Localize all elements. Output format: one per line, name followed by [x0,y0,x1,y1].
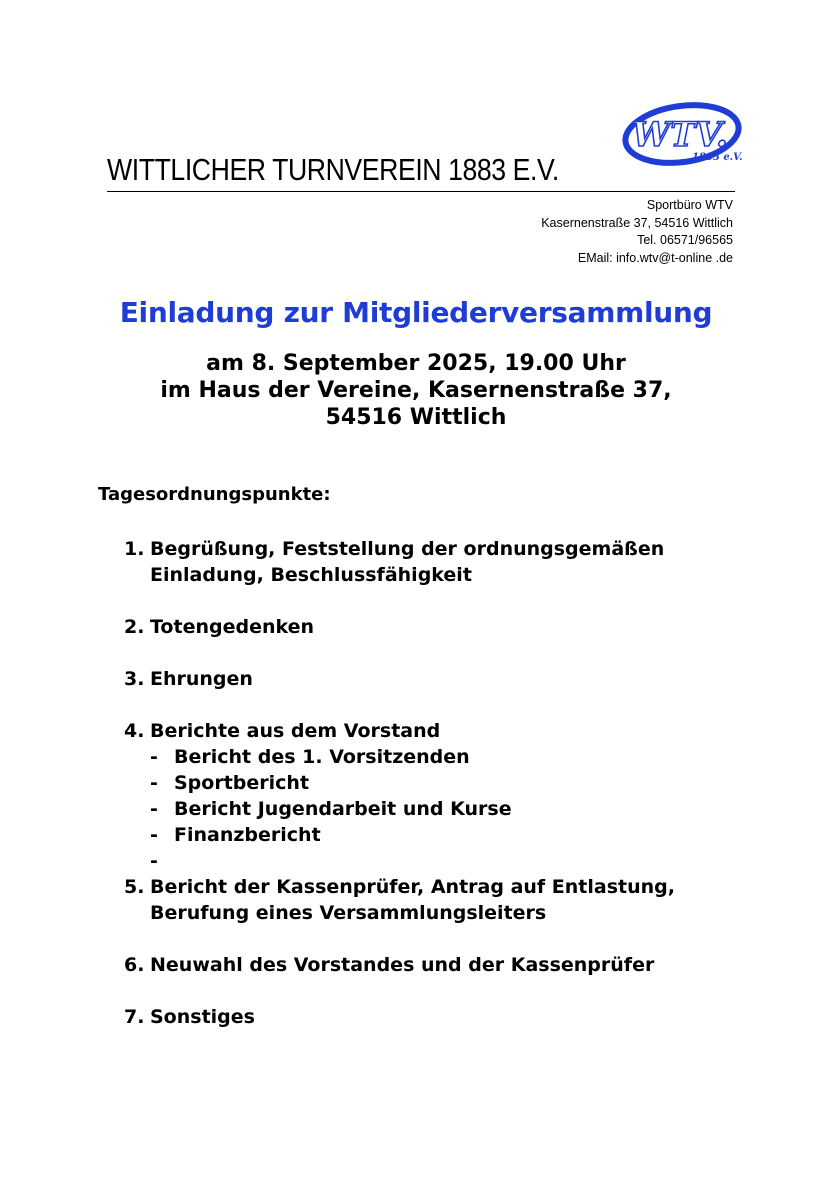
subitem-bullet: - [150,824,158,846]
address-line-phone: Tel. 06571/96565 [637,233,733,247]
invitation-title: Einladung zur Mitgliederversammlung [119,296,713,329]
office-address [541,197,733,267]
logo-year: 1883 e.V. [692,152,743,163]
agenda-item-text: Neuwahl des Vorstandes und der Kassenprüfer [150,954,655,976]
agenda-item-number: 1. [124,538,145,560]
agenda-item-text: Berufung eines Versammlungsleiters [150,902,547,924]
agenda-item-6 [124,952,764,978]
agenda-item-text: Sonstiges [150,1006,255,1028]
agenda-subitem [150,822,764,848]
address-line-street: Kasernenstraße 37, 54516 Wittlich [541,215,733,230]
address-line-email: EMail: info.wtv@t-online .de [577,250,733,265]
subitem-text: Bericht Jugendarbeit und Kurse [174,798,512,820]
subitem-text: Bericht des 1. Vorsitzenden [174,746,470,768]
agenda-item-2 [124,614,764,640]
agenda-item-number: 4. [124,720,145,742]
agenda-item-text: Bericht der Kassenprüfer, Antrag auf Entlastung, [150,876,675,898]
subitem-bullet: - [150,850,158,872]
invitation-city: 54516 Wittlich [325,405,507,430]
agenda-item-number: 6. [124,954,145,976]
agenda-heading: Tagesordnungspunkte: [98,484,331,505]
agenda-item-text: Begrüßung, Feststellung der ordnungsgemäßen [150,538,665,560]
agenda-item-7 [124,1004,764,1030]
agenda-sublist [150,744,764,874]
agenda-list [124,536,764,1030]
agenda-item-number: 3. [124,668,145,690]
logo-wordmark: WTV. [632,115,728,155]
agenda-item-number: 2. [124,616,145,638]
subitem-bullet: - [150,798,158,820]
agenda-item-5 [124,874,764,926]
agenda-item-number: 7. [124,1006,145,1028]
agenda-item-text: Ehrungen [150,668,253,690]
subitem-bullet: - [150,772,158,794]
agenda-subitem [150,796,764,822]
invitation-venue: im Haus der Vereine, Kasernenstraße 37, [160,378,672,403]
agenda-item-number: 5. [124,876,145,898]
address-line-office: Sportbüro WTV [646,198,733,212]
agenda-item-text: Totengedenken [150,616,315,638]
agenda-item-1 [124,536,764,588]
club-name: WITTLICHER TURNVEREIN 1883 E.V. [107,152,559,187]
agenda-item-3 [124,666,764,692]
agenda-subitem [150,770,764,796]
club-logo [616,96,744,176]
letterhead-divider [107,191,735,192]
subitem-text: Sportbericht [174,772,310,794]
agenda-item-4 [124,718,764,874]
agenda-item-text: Berichte aus dem Vorstand [150,720,441,742]
wtv-logo-icon [616,96,744,176]
agenda-item-text: Einladung, Beschlussfähigkeit [150,564,472,586]
agenda-subitem [150,744,764,770]
agenda-subitem [150,848,764,874]
subitem-bullet: - [150,746,158,768]
invitation-date: am 8. September 2025, 19.00 Uhr [206,351,626,376]
subitem-text: Finanzbericht [174,824,321,846]
invitation-details [0,350,832,431]
